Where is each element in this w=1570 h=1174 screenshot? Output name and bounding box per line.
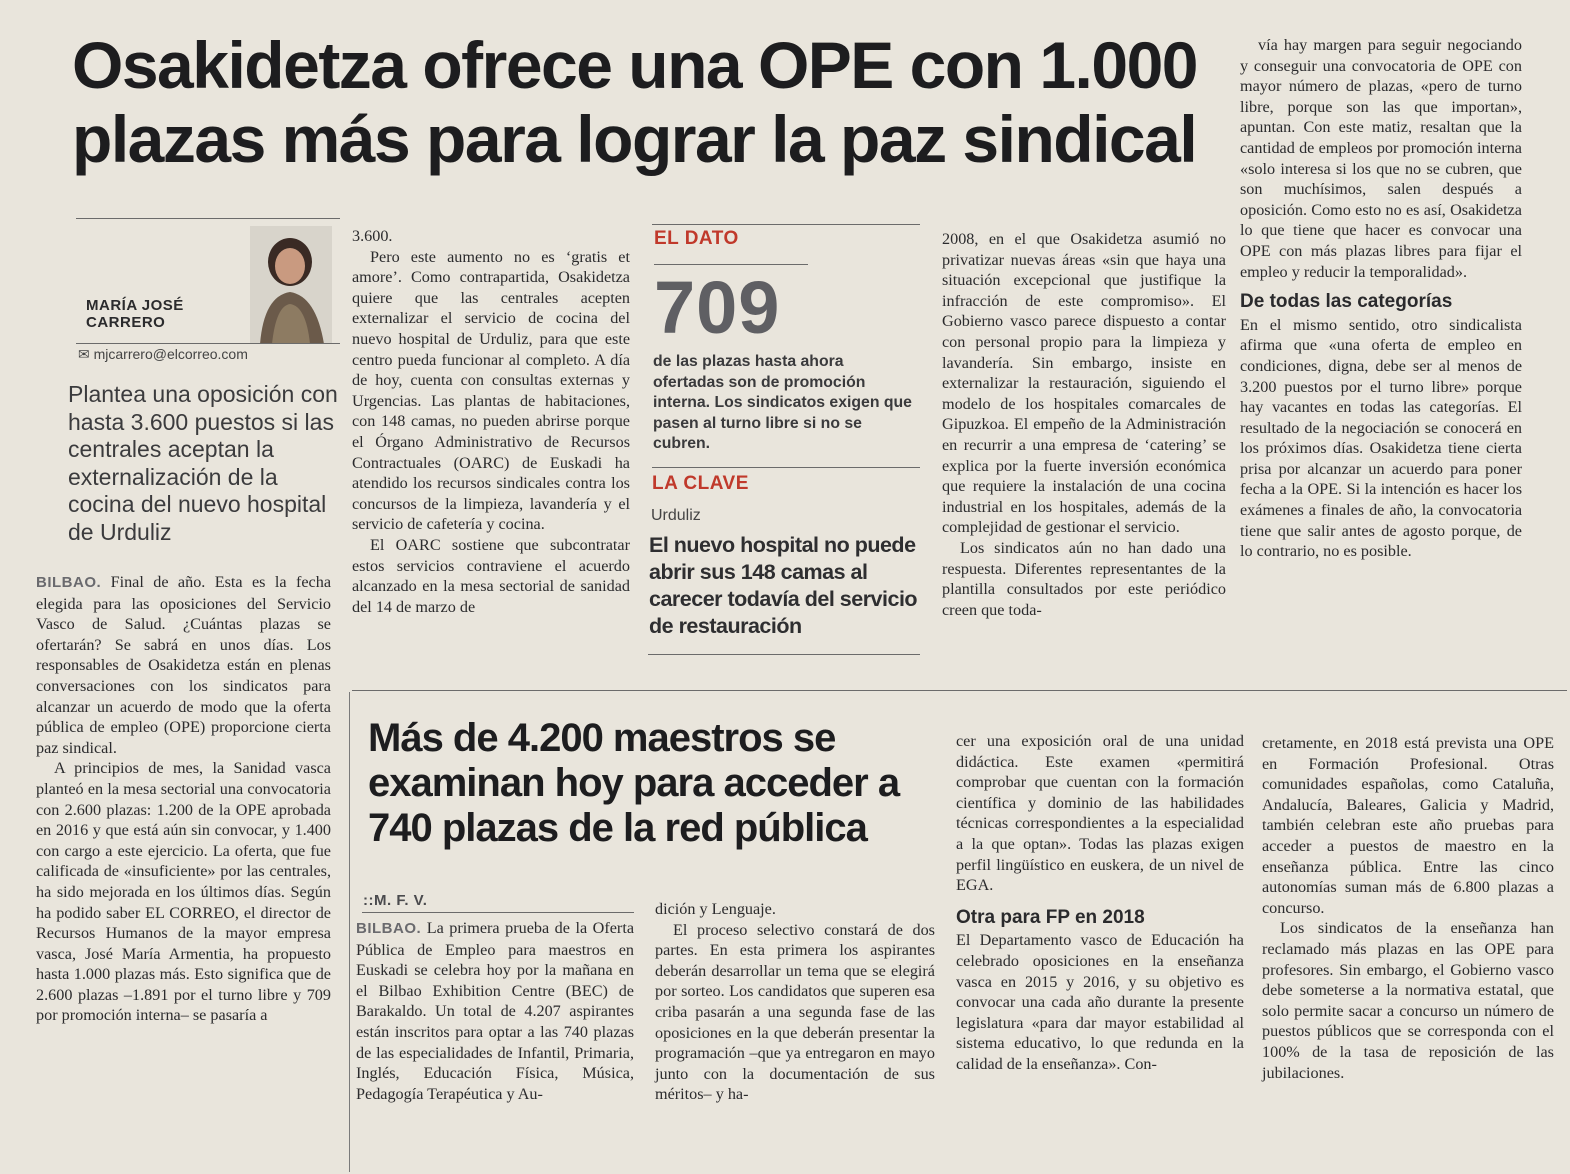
main-headline: Osakidetza ofrece una OPE con 1.000 plazas más para lograr la paz sindical (72, 28, 1197, 176)
article2-col1 (356, 918, 634, 1104)
clave-text: El nuevo hospital no puede abrir sus 148 camas al carecer todavía del servicio de restauración (649, 533, 918, 638)
article1-col1 (36, 572, 331, 1026)
clave-kicker: Urduliz (651, 507, 701, 524)
article2-col3 (956, 731, 1244, 1075)
article1-col2-p2: El OARC sostiene que subcontratar estos servicios contraviene el acuerdo alcanzado en la mesa sectorial de sanidad del 14 de marzo de (352, 535, 630, 616)
second-headline: Más de 4.200 maestros se examinan hoy para acceder a 740 plazas de la red pública (368, 716, 900, 850)
article1-col5-subhead: De todas las categorías (1240, 291, 1453, 313)
article2-col4-p1: cretamente, en 2018 está prevista una OPE en Formación Profesional. Otras comunidades españolas, como Cataluña, Andalucía, Baleares, Galicia y Madrid, también celebran este año pruebas para acceder a puestos de maestro en la enseñanza pública. Entre las cinco autonomías suman más de 6.800 plazas a concurso. (1262, 734, 1554, 917)
author-portrait (250, 226, 332, 344)
author-email[interactable]: mjcarrero@elcorreo.com (93, 346, 248, 362)
clave-label: LA CLAVE (652, 473, 749, 494)
article1-subtitle: Plantea una oposición con hasta 3.600 puestos si las centrales aceptan la externalización de la cocina del nuevo hospital de Urduliz (68, 381, 338, 545)
article2-col3-subhead: Otra para FP en 2018 (956, 906, 1145, 928)
article1-col2-p0: 3.600. (352, 227, 393, 245)
author-email-line (78, 346, 248, 363)
article1-col4 (942, 229, 1226, 620)
article1-city: BILBAO. (36, 574, 102, 591)
byline-marker-icon: :: (363, 892, 374, 909)
article1-col1-p2: A principios de mes, la Sanidad vasca planteó en la mesa sectorial una convocatoria con 2.600 plazas: 1.200 de la OPE aprobada en 2016 y que está aún sin convocar, y 1.400 con cargo a este ejercicio. La oferta, que fue calificada de «insuficiente» por las centrales, ha sido mejorada en los últimos días. Según ha podido saber EL CORREO, el director de Recursos Humanos de la mayor empresa vasca, José María Armentia, ha propuesto hasta 1.000 plazas más. Esto significa que de 2.600 plazas –1.891 por el turno libre y 709 por promoción interna– se pasaría a (36, 759, 331, 1025)
article2-col3-p1: cer una exposición oral de una unidad didáctica. Este examen «permitirá comprobar que cuentan con la formación científica y dominio de las habilidades técnicas correspondientes a la especialidad a la que optan». Todas las plazas exigen perfil lingüístico en euskera, de un nivel de EGA. (956, 732, 1244, 895)
article2-author-rule (362, 912, 634, 913)
dato-label-rule (654, 264, 808, 265)
article2-col1-p1: La primera prueba de la Oferta Pública de Empleo para maestros en Euskadi se celebra hoy por la mañana en el Bilbao Exhibition Centre (BEC) de Barakaldo. Un total de 4.207 aspirantes están inscritos para optar a las 740 plazas de las especialidades de Infantil, Primaria, Inglés, Educación Física, Música, Pedagogía Terapéutica y Au- (356, 919, 634, 1103)
clave-top-rule (652, 467, 920, 468)
clave-bottom-rule (648, 654, 920, 655)
author-bottom-rule (76, 343, 340, 344)
article2-author: M. F. V. (374, 892, 428, 909)
article2-col2-p1: El proceso selectivo constará de dos partes. En esta primera los aspirantes deberán desarrollar un tema que se elegirá por sorteo. Los candidatos que superen esa criba pasarán a una segunda fase de las oposiciones en la que deberán presentar la programación –que ya entregaron en mayo junto con la documentación de sus méritos– y ha- (655, 920, 935, 1104)
article1-col2 (352, 226, 630, 617)
article1-col2-p1: Pero este aumento no es ‘gratis et amore’. Como contrapartida, Osakidetza quiere que las centrales acepten externalizar el servicio de cocina del nuevo hospital de Urduliz, para que este centro pueda funcionar al completo. A día de hoy, cuenta con consultas externas y Urgencias. Las plantas de habitaciones, con 148 camas, no pueden abrirse porque el Órgano Administrativo de Recursos Contractuales (OARC) de Euskadi ha atendido los recursos sindicales contra los concursos de la limpieza, lavandería y el servicio de cafetería y cocina. (352, 247, 630, 534)
article2-col2-p0: dición y Lenguaje. (655, 900, 776, 918)
dato-top-rule (652, 224, 920, 225)
article2-col4-p2: Los sindicatos de la enseñanza han reclamado más plazas en las OPE para profesores. Sin embargo, el Gobierno vasco debe someterse a la normativa estatal, que solo permite sacar a concurso un número de puestos públicos que se corresponda con el 100% de la tasa de reposición de las jubilaciones. (1262, 919, 1554, 1082)
article1-col5 (1240, 35, 1522, 562)
article1-col5-p2: En el mismo sentido, otro sindicalista afirma que «una oferta de empleo en condiciones, digna, debe ser al menos de 3.200 puestos por el turno libre» porque hay vacantes en todas las categorías. El resultado de la negociación se conocerá en los próximos días. Osakidetza tiene cierta prisa por alcanzar un acuerdo para poner fecha a la OPE. Si la intención es hacer los exámenes a finales de año, la convocatoria tiene que salir antes de agosto porque, de lo contrario, no es posible. (1240, 315, 1522, 561)
article1-col1-p1: Final de año. Esta es la fecha elegida para las oposiciones del Servicio Vasco de Salud. ¿Cuántas plazas se ofertarán? Se sabrá en unos días. Los responsables de Osakidetza están en plenas conversaciones con los sindicatos para alcanzar un acuerdo de modo que la oferta pública de empleo (OPE) proporcione cierta paz sindical. (36, 573, 331, 757)
article2-city: BILBAO. (356, 920, 422, 937)
dato-text: de las plazas hasta ahora ofertadas son de promoción interna. Los sindicatos exigen que pasen al turno libre si no se cubren. (653, 353, 912, 453)
envelope-icon: ✉ (78, 346, 90, 362)
article2-col4 (1262, 733, 1554, 1083)
article-divider-vertical (349, 692, 350, 1172)
article2-author-line (363, 892, 427, 909)
article2-col3-p2: El Departamento vasco de Educación ha celebrado oposiciones en la enseñanza vasca en 2015 y 2016, y su objetivo es convocar una cada año durante la presente legislatura «para dar mayor estabilidad al sistema educativo, lo que redunda en la calidad de la enseñanza». Con- (956, 931, 1244, 1073)
author-name: MARÍA JOSÉ CARRERO (86, 297, 184, 331)
dato-label: EL DATO (654, 228, 739, 249)
article1-col5-p1: vía hay margen para seguir negociando y conseguir una convocatoria de OPE con mayor número de plazas, «pero de turno libre, porque son las que importan», apuntan. Con este matiz, resaltan que la cantidad de empleos por promoción interna «solo interesa si los que no se cubren, que son muchísimos, salen después a oposición. Como esto no es así, Osakidetza lo que tiene que hacer es convocar una OPE con más plazas libres para fijar el empleo y reducir la temporalidad». (1240, 36, 1522, 281)
author-top-rule (76, 218, 340, 219)
article-divider-horizontal (352, 690, 1567, 691)
dato-number: 709 (654, 266, 781, 349)
article1-col4-p1: 2008, en el que Osakidetza asumió no privatizar nuevas áreas «sin que haya una situación excepcional que justifique la infracción de este compromiso». El Gobierno vasco parece dispuesto a contar con personal propio para la limpieza y lavandería. Sin embargo, insiste en externalizar la restauración, siguiendo el modelo de los hospitales comarcales de Gipuzkoa. El empeño de la Administración en recurrir a una empresa de ‘catering’ se explica por la fuerte inversión económica que requiere la instalación de una cocina industrial en los hospitales, además de la complejidad de gestionar el servicio. (942, 230, 1226, 537)
article2-col2 (655, 899, 935, 1105)
article1-col4-p2: Los sindicatos aún no han dado una respuesta. Diferentes representantes de la plantilla consultados por este periódico creen que toda- (942, 538, 1226, 619)
